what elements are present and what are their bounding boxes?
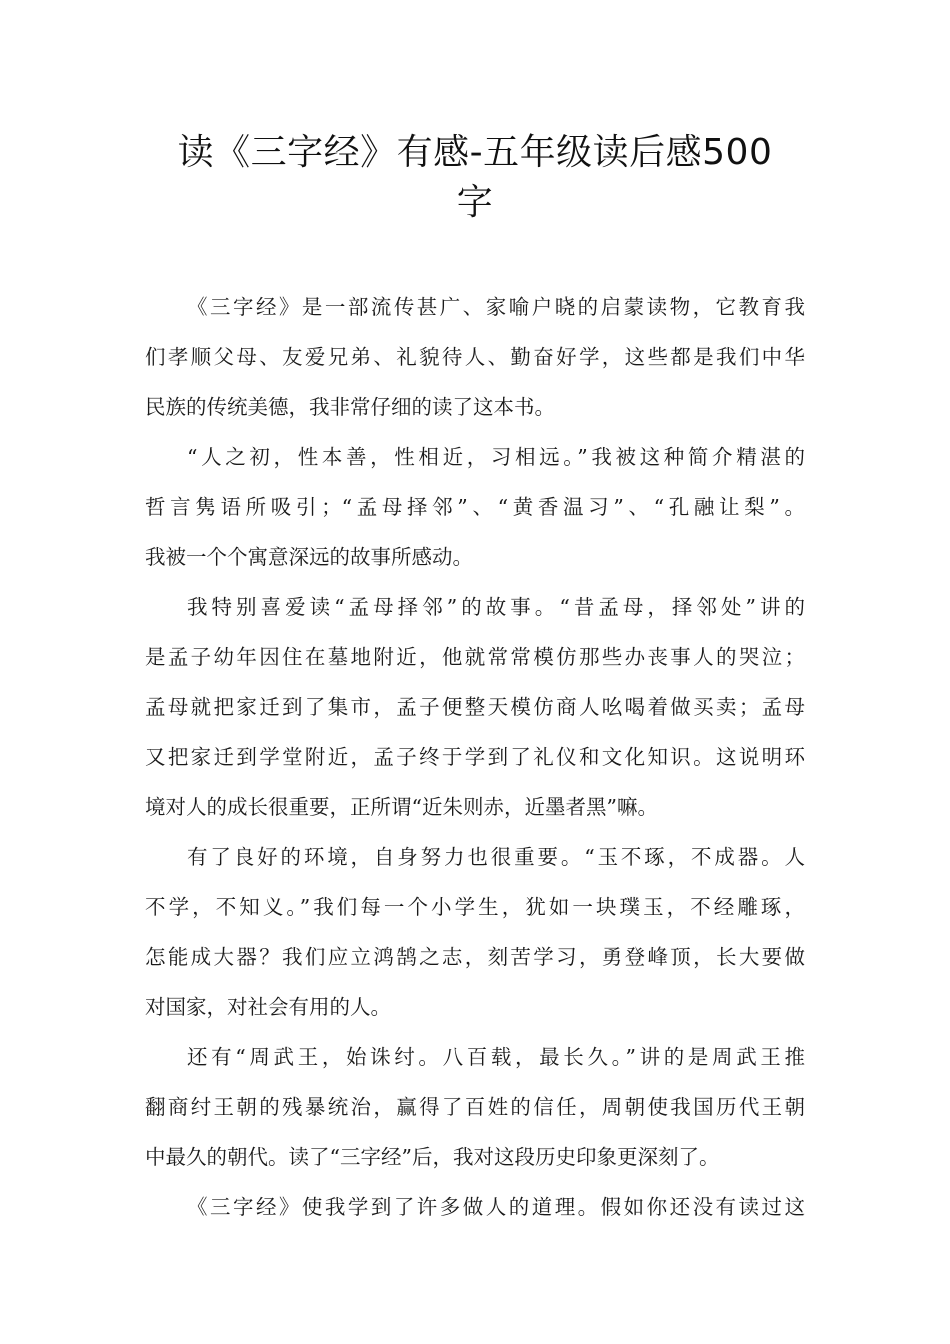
paragraph-line: 又把家迁到学堂附近，孟子终于学到了礼仪和文化知识。这说明环 [145,745,805,769]
paragraph-5 [145,1032,805,1182]
title-line-2: 字 [456,182,494,223]
document-title [140,128,810,228]
paragraph-4 [145,832,805,1032]
paragraph-line: 我被一个个寓意深远的故事所感动。 [145,545,473,569]
paragraph-line: 《三字经》是一部流传甚广、家喻户晓的启蒙读物，它教育我 [187,295,805,319]
paragraph-line: “人之初，性本善，性相近，习相远。”我被这种简介精湛的 [187,445,805,469]
paragraph-line: 《三字经》使我学到了许多做人的道理。假如你还没有读过这 [187,1195,805,1219]
paragraph-line: 们孝顺父母、友爱兄弟、礼貌待人、勤奋好学，这些都是我们中华 [145,345,805,369]
paragraph-1 [145,282,805,432]
paragraph-line: 是孟子幼年因住在墓地附近，他就常常模仿那些办丧事人的哭泣； [145,645,805,669]
paragraph-line: 孟母就把家迁到了集市，孟子便整天模仿商人吆喝着做买卖；孟母 [145,695,805,719]
paragraph-line: 翻商纣王朝的残暴统治，赢得了百姓的信任，周朝使我国历代王朝 [145,1095,805,1119]
paragraph-line: 有了良好的环境，自身努力也很重要。“玉不琢，不成器。人 [187,845,805,869]
paragraph-line: 对国家，对社会有用的人。 [145,995,391,1019]
paragraph-line: 境对人的成长很重要，正所谓“近朱则赤，近墨者黑”嘛。 [145,795,658,819]
paragraph-line: 哲言隽语所吸引；“孟母择邻”、“黄香温习”、“孔融让梨”。 [145,495,805,519]
document-body [145,282,805,1232]
paragraph-3 [145,582,805,832]
paragraph-line: 不学，不知义。”我们每一个小学生，犹如一块璞玉，不经雕琢， [145,895,805,919]
paragraph-line: 还有“周武王，始诛纣。八百载，最长久。”讲的是周武王推 [187,1045,805,1069]
title-line-1: 读《三字经》有感-五年级读后感500 [177,132,773,173]
paragraph-6 [145,1182,805,1232]
paragraph-line: 怎能成大器？我们应立鸿鹄之志，刻苦学习，勇登峰顶，长大要做 [145,945,805,969]
paragraph-line: 民族的传统美德，我非常仔细的读了这本书。 [145,395,555,419]
paragraph-line: 中最久的朝代。读了“三字经”后，我对这段历史印象更深刻了。 [145,1145,720,1169]
paragraph-line: 我特别喜爱读“孟母择邻”的故事。“昔孟母，择邻处”讲的 [187,595,805,619]
paragraph-2 [145,432,805,582]
